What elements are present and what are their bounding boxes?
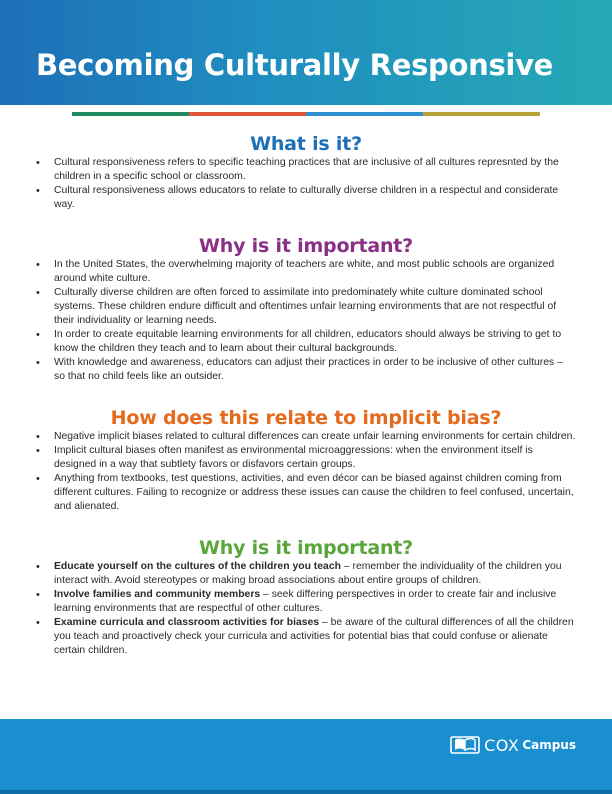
page-title: Becoming Culturally Responsive <box>36 48 554 82</box>
header-banner <box>0 0 612 105</box>
color-bar-segment <box>72 112 189 116</box>
bullet-item <box>54 328 576 356</box>
bullet-lead: Educate yourself on the cultures of the children you teach <box>54 561 341 572</box>
bullet-item <box>54 286 576 328</box>
bullet-text: – remember the individuality of the children you interact with. Avoid stereotypes or making broad associations about entire groups of children. <box>54 561 562 586</box>
logo-campus: Campus <box>522 738 576 752</box>
bullet-text: Culturally diverse children are often forced to assimilate into predominately white culture dominated school systems. These children endure difficult and oftentimes unfair learning environments that are not respectful of their individuality or learning needs. <box>54 287 557 326</box>
bullet-text: Implicit cultural biases often manifest as environmental microaggressions: when the environment itself is designed in a way that subtlety favors or disfavors certain groups. <box>54 445 533 470</box>
bullet-item <box>54 356 576 384</box>
bullet-text: In the United States, the overwhelming majority of teachers are white, and most public schools are organized around white culture. <box>54 259 555 284</box>
bullet-item <box>54 444 576 472</box>
logo-word: COX <box>484 735 520 755</box>
bullet-lead: Involve families and community members <box>54 589 261 600</box>
footer-banner <box>0 719 612 794</box>
bullet-list <box>0 430 612 514</box>
bullet-list <box>0 258 612 384</box>
section-2 <box>0 234 612 384</box>
bullet-list <box>0 156 612 212</box>
section-heading: How does this relate to implicit bias? <box>110 407 502 429</box>
bullet-text: Negative implicit biases related to cultural differences can create unfair learning environments for certain children. <box>54 431 576 442</box>
section-heading: Why is it important? <box>199 235 413 257</box>
section-4 <box>0 536 612 658</box>
color-bar-segment <box>189 112 306 116</box>
bullet-item <box>54 156 576 184</box>
main-content <box>0 132 612 658</box>
bullet-item <box>54 616 576 658</box>
bullet-text: In order to create equitable learning environments for all children, educators should always be striving to get to know the children they teach and to learn about their cultural backgrounds. <box>54 329 562 354</box>
bullet-lead: Examine curricula and classroom activities for biases <box>54 617 320 628</box>
section-heading: Why is it important? <box>199 537 413 559</box>
cox-campus-logo[interactable] <box>450 735 576 755</box>
color-bar-segment <box>306 112 423 116</box>
section-3 <box>0 406 612 514</box>
bullet-item <box>54 472 576 514</box>
section-1 <box>0 132 612 212</box>
bullet-item <box>54 430 576 444</box>
bullet-item <box>54 258 576 286</box>
bullet-item <box>54 588 576 616</box>
color-bar-segment <box>423 112 540 116</box>
bullet-text: Cultural responsiveness allows educators to relate to culturally diverse children in a respectul and considerate way. <box>54 185 559 210</box>
bullet-text: Anything from textbooks, test questions, activities, and even décor can be biased against children coming from different cultures. Failing to recognize or address these issues can cause the children to feel confused, uncertain, and alienated. <box>54 473 574 512</box>
bullet-text: With knowledge and awareness, educators can adjust their practices in order to be inclusive of other cultures – so that no child feels like an outsider. <box>54 357 563 382</box>
section-heading: What is it? <box>250 133 362 155</box>
bullet-text: Cultural responsiveness refers to specific teaching practices that are inclusive of all cultures represnted by the children in a specific school or classroom. <box>54 157 559 182</box>
open-book-icon <box>450 735 480 755</box>
footer-underline <box>0 790 612 794</box>
bullet-text: – be aware of the cultural differences of all the children you teach and proactively check your curricula and activities for potential bias that could confuse or alienate certain children. <box>54 617 574 656</box>
bullet-text: – seek differing perspectives in order to create fair and inclusive learning environments that are respectful of other cultures. <box>54 589 557 614</box>
divider-color-bar <box>72 112 540 116</box>
bullet-item <box>54 560 576 588</box>
bullet-item <box>54 184 576 212</box>
bullet-list <box>0 560 612 658</box>
